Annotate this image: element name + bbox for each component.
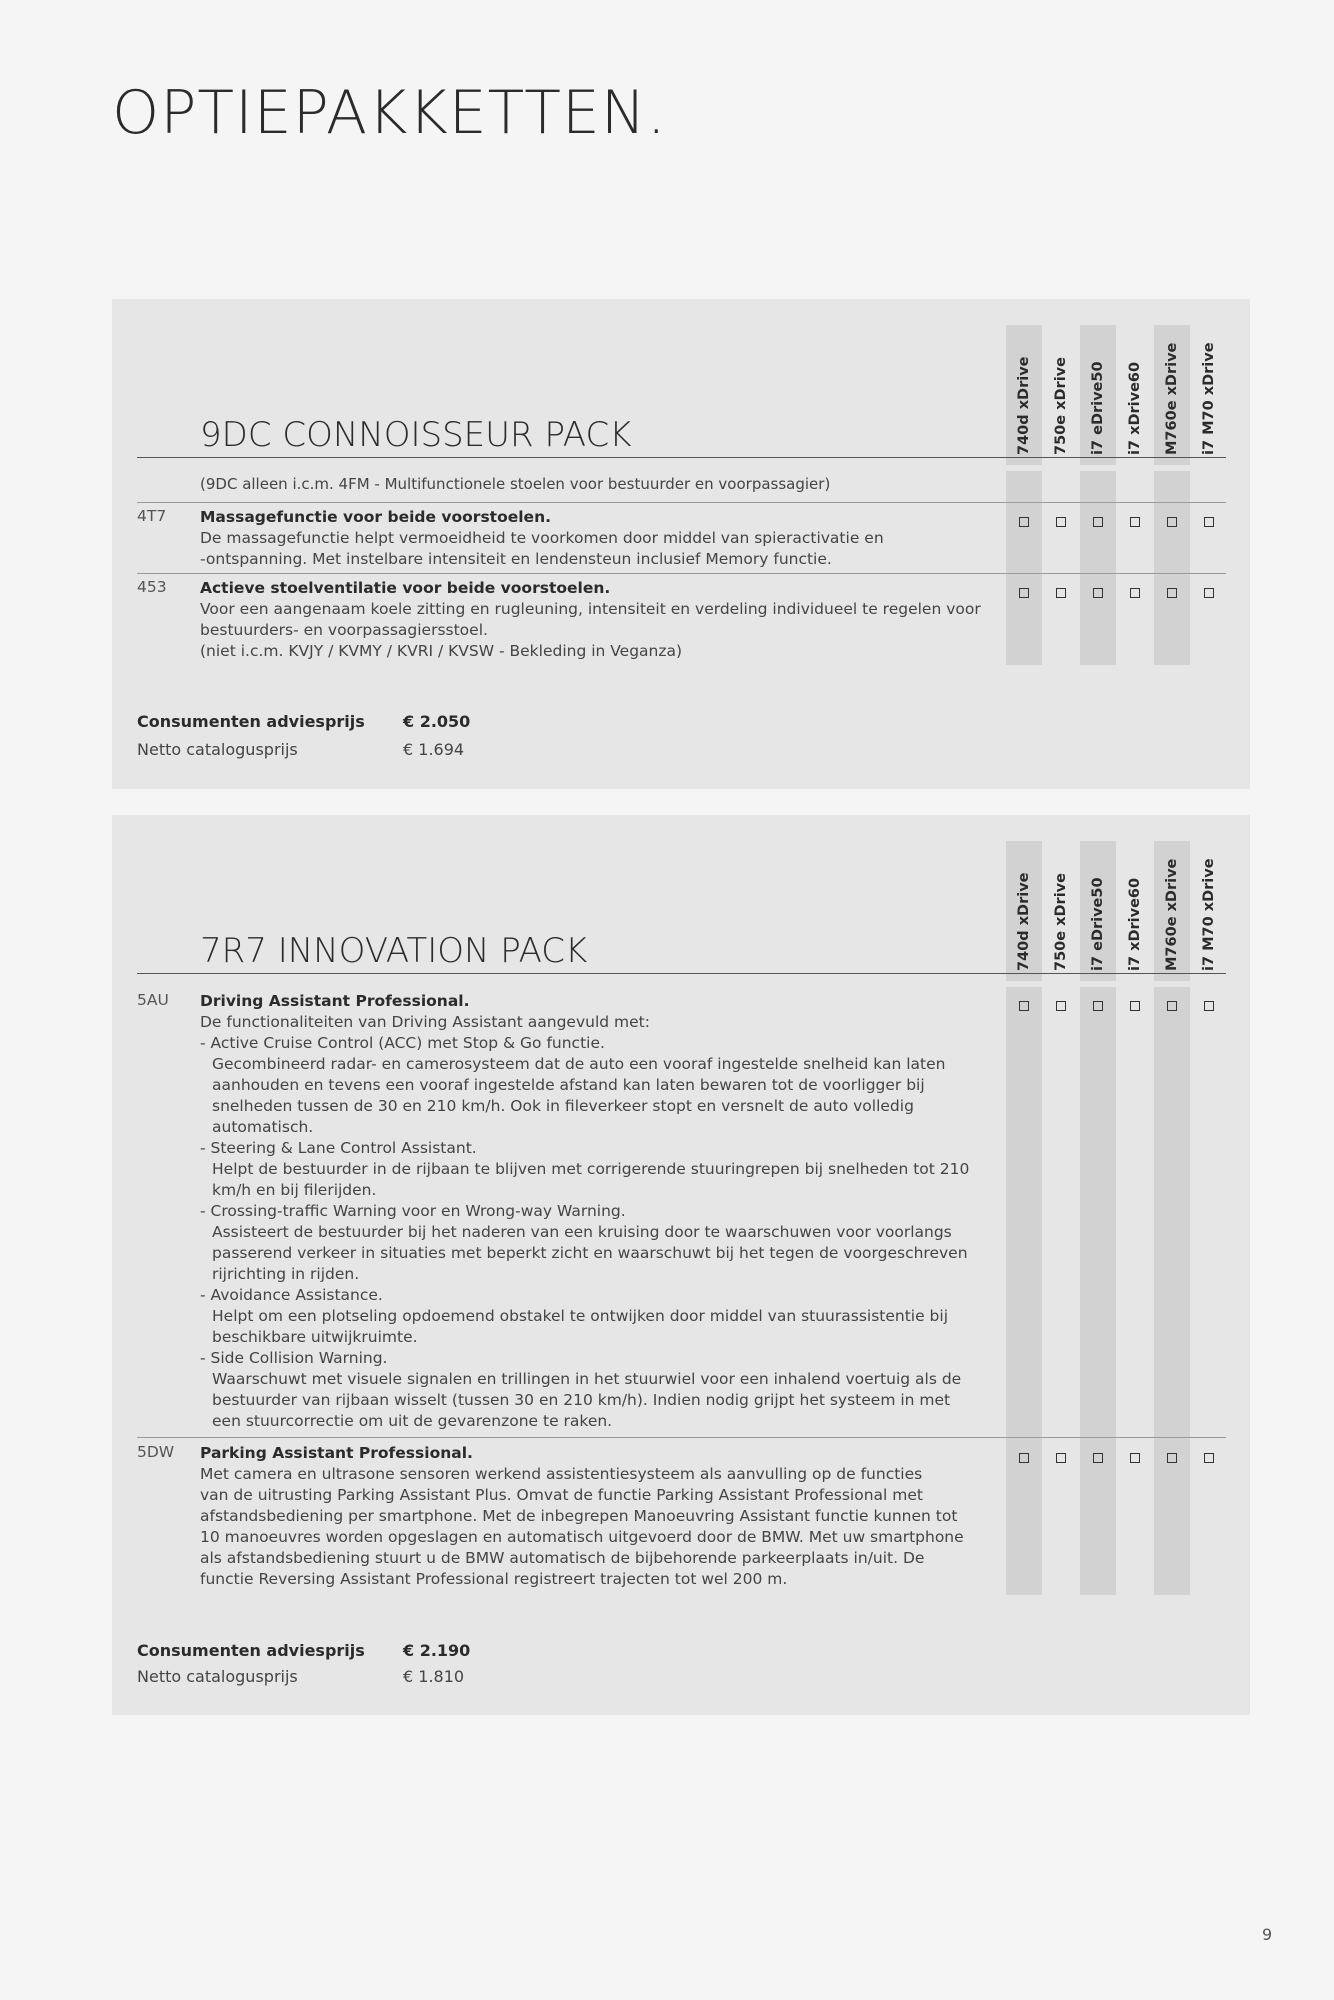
optional-checkbox [1204,1453,1214,1463]
option-text: passerend verkeer in situaties met beperkt zicht en waarschuwt bij het tegen de voorgeschreven [212,1244,968,1262]
optional-checkbox [1019,517,1029,527]
consumer-price-value: € 2.190 [403,1641,471,1660]
divider [137,973,1226,974]
optional-checkbox [1204,517,1214,527]
option-text: rijrichting in rijden. [212,1265,360,1283]
option-text: Gecombineerd radar- en camerosysteem dat de auto een vooraf ingestelde snelheid kan laten [212,1055,946,1073]
option-text: -ontspanning. Met instelbare intensiteit en lendensteun inclusief Memory functie. [200,550,832,568]
model-column [1154,471,1190,665]
model-column [1080,987,1116,1595]
divider [137,502,1226,503]
consumer-price-label: Consumenten adviesprijs [137,712,365,731]
column-header: M760e xDrive [1164,858,1180,971]
option-title: Actieve stoelventilatie voor beide voorstoelen. [200,579,611,597]
optional-checkbox [1167,588,1177,598]
pack-title: 7R7 INNOVATION PACK [200,931,588,971]
optional-checkbox [1093,517,1103,527]
optional-checkbox [1204,1001,1214,1011]
option-text: - Crossing-traffic Warning voor en Wrong-way Warning. [200,1202,626,1220]
option-text: De massagefunctie helpt vermoeidheid te voorkomen door middel van spieractivatie en [200,529,884,547]
optional-checkbox [1056,1453,1066,1463]
optional-checkbox [1167,1453,1177,1463]
option-text: Met camera en ultrasone sensoren werkend assistentiesysteem als aanvulling op de functies [200,1465,923,1483]
option-text: 10 manoeuvres worden opgeslagen en automatisch uitgevoerd door de BMW. Met uw smartphone [200,1528,964,1546]
innovation-pack-section [112,815,1250,1715]
divider [137,457,1226,458]
option-text: Waarschuwt met visuele signalen en trillingen in het stuurwiel voor een inhalend voertuig als de [212,1370,962,1388]
net-price-value: € 1.810 [403,1667,465,1686]
option-description [200,991,1000,1432]
optional-checkbox [1056,1001,1066,1011]
optional-checkbox [1167,517,1177,527]
option-text: Helpt om een plotseling opdoemend obstakel te ontwijken door middel van stuurassistentie bij [212,1307,949,1325]
option-code: 453 [137,578,167,596]
optional-checkbox [1130,1453,1140,1463]
option-text: km/h en bij filerijden. [212,1181,377,1199]
optional-checkbox [1019,588,1029,598]
option-text: De functionaliteiten van Driving Assistant aangevuld met: [200,1013,650,1031]
option-title: Massagefunctie voor beide voorstoelen. [200,508,551,526]
option-text: Helpt de bestuurder in de rijbaan te blijven met corrigerende stuuringrepen bij snelheden tot 210 [212,1160,970,1178]
option-code: 5DW [137,1443,175,1461]
option-text: - Avoidance Assistance. [200,1286,383,1304]
option-text: automatisch. [212,1118,314,1136]
optional-checkbox [1093,1453,1103,1463]
column-header: i7 M70 xDrive [1201,342,1217,455]
net-price-label: Netto catalogusprijs [137,740,298,759]
column-header: 750e xDrive [1053,357,1069,455]
model-column [1006,471,1042,665]
column-header: M760e xDrive [1164,342,1180,455]
optional-checkbox [1204,588,1214,598]
column-header: 740d xDrive [1016,872,1032,971]
option-text: - Steering & Lane Control Assistant. [200,1139,477,1157]
option-title: Parking Assistant Professional. [200,1444,473,1462]
optional-checkbox [1130,517,1140,527]
optional-checkbox [1130,1001,1140,1011]
optional-checkbox [1093,1001,1103,1011]
column-header: i7 eDrive50 [1090,877,1106,971]
option-text: een stuurcorrectie om uit de gevarenzone te raken. [212,1412,613,1430]
option-text: (niet i.c.m. KVJY / KVMY / KVRI / KVSW - Bekleding in Veganza) [200,642,683,660]
column-header: i7 eDrive50 [1090,361,1106,455]
optional-checkbox [1167,1001,1177,1011]
divider [137,573,1226,574]
column-header: i7 xDrive60 [1127,361,1143,455]
model-column [1154,987,1190,1595]
option-description [200,507,1000,570]
option-code: 5AU [137,991,169,1009]
option-text: snelheden tussen de 30 en 210 km/h. Ook in fileverkeer stopt en versnelt de auto volledig [212,1097,914,1115]
option-text: beschikbare uitwijkruimte. [212,1328,418,1346]
optional-checkbox [1019,1453,1029,1463]
option-text: - Side Collision Warning. [200,1349,388,1367]
column-header: i7 xDrive60 [1127,877,1143,971]
option-title: Driving Assistant Professional. [200,992,470,1010]
consumer-price-value: € 2.050 [403,712,471,731]
option-text: bestuurders- en voorpassagiersstoel. [200,621,488,639]
column-header: i7 M70 xDrive [1201,858,1217,971]
optional-checkbox [1056,517,1066,527]
divider [137,1437,1226,1438]
model-column [1006,987,1042,1595]
page-number: 9 [1262,1925,1273,1944]
column-header: 740d xDrive [1016,356,1032,455]
option-text: als afstandsbediening stuurt u de BMW automatisch de bijbehorende parkeerplaats in/uit. De [200,1549,925,1567]
option-text: - Active Cruise Control (ACC) met Stop & Go functie. [200,1034,605,1052]
column-header: 750e xDrive [1053,873,1069,971]
optional-checkbox [1019,1001,1029,1011]
option-text: aanhouden en tevens een vooraf ingestelde afstand kan laten bewaren tot de voorligger bij [212,1076,925,1094]
model-column [1080,471,1116,665]
option-text: bestuurder van rijbaan wisselt (tussen 30 en 210 km/h). Indien nodig grijpt het systeem in met [212,1391,951,1409]
option-description [200,578,1000,662]
net-price-value: € 1.694 [403,740,465,759]
optional-checkbox [1093,588,1103,598]
option-code: 4T7 [137,507,167,525]
option-text: functie Reversing Assistant Professional registreert trajecten tot wel 200 m. [200,1570,788,1588]
net-price-label: Netto catalogusprijs [137,1667,298,1686]
page-title: OPTIEPAKKETTEN. [112,78,667,148]
connoisseur-pack-section [112,299,1250,789]
optional-checkbox [1056,588,1066,598]
option-text: Assisteert de bestuurder bij het naderen van een kruising door te waarschuwen voor voorlangs [212,1223,952,1241]
optional-checkbox [1130,588,1140,598]
option-description [200,1443,1000,1590]
option-text: van de uitrusting Parking Assistant Plus. Omvat de functie Parking Assistant Professional met [200,1486,923,1504]
option-text: afstandsbediening per smartphone. Met de inbegrepen Manoeuvring Assistant functie kunnen tot [200,1507,958,1525]
consumer-price-label: Consumenten adviesprijs [137,1641,365,1660]
pack-note: (9DC alleen i.c.m. 4FM - Multifunctionele stoelen voor bestuurder en voorpassagier) [200,475,831,493]
option-text: Voor een aangenaam koele zitting en rugleuning, intensiteit en verdeling individueel te regelen voor [200,600,981,618]
pack-title: 9DC CONNOISSEUR PACK [200,415,632,455]
